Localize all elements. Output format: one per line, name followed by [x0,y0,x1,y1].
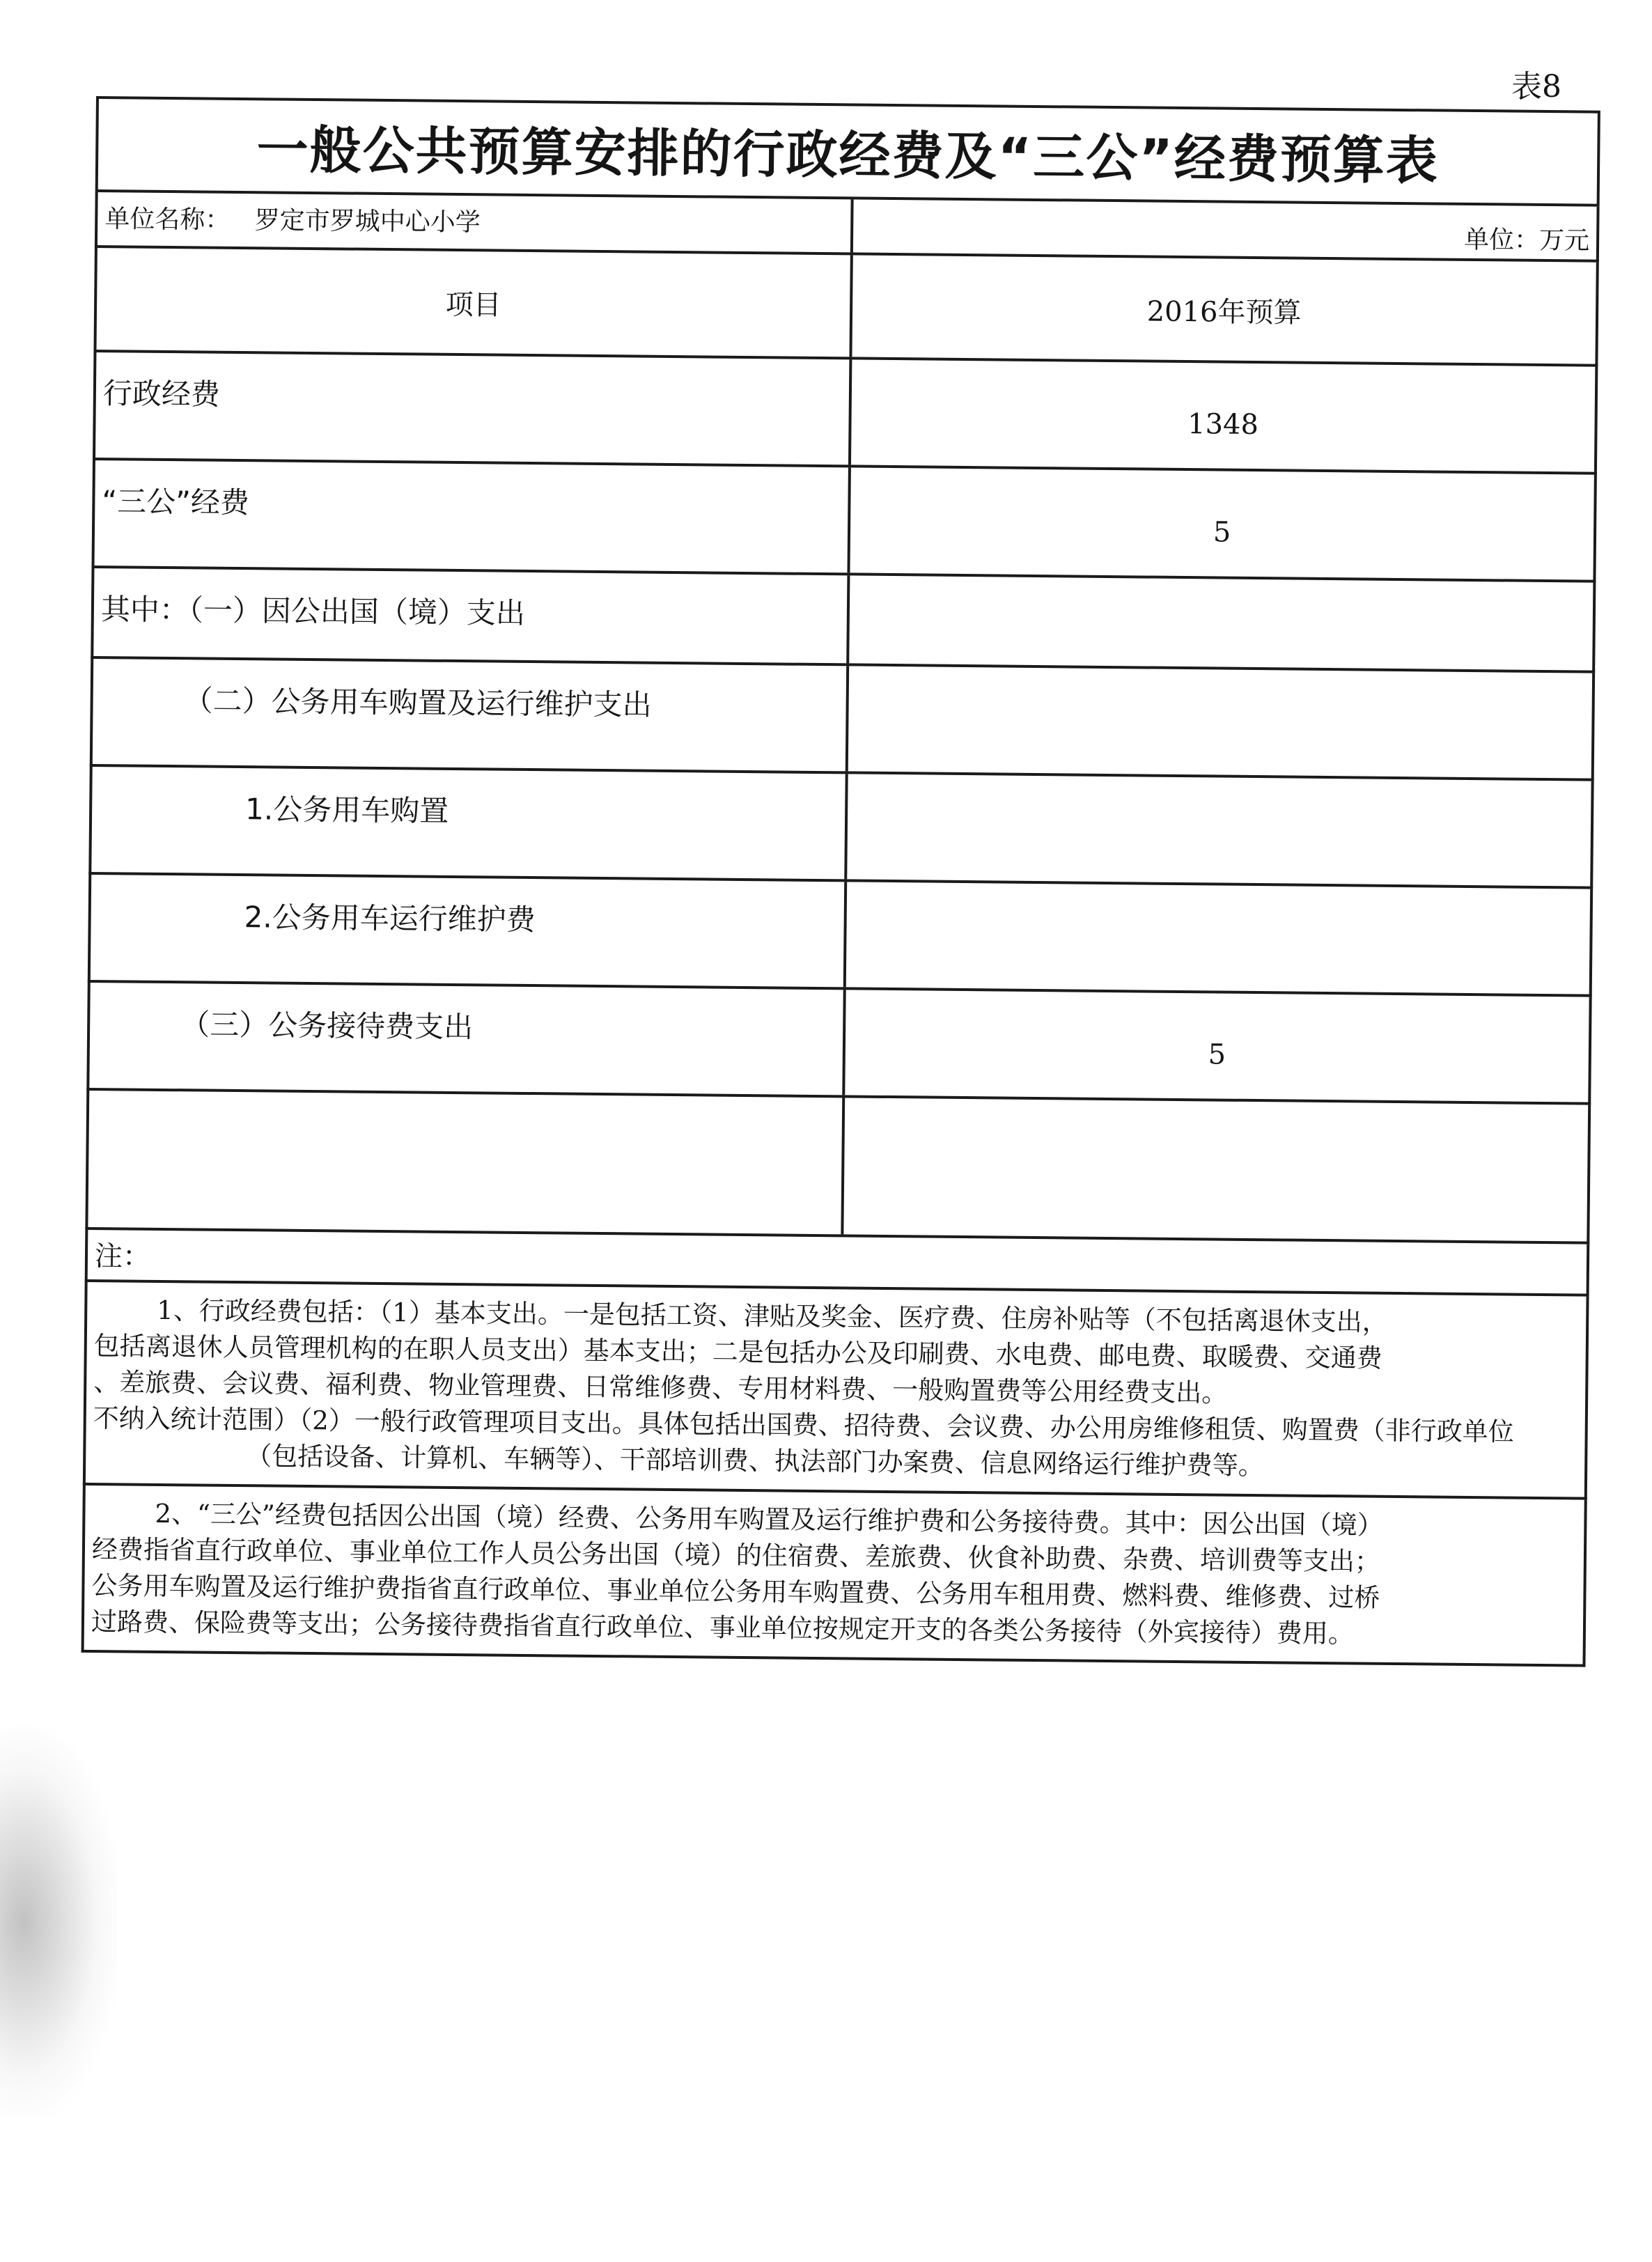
note-1-line: （包括设备、计算机、车辆等）、干部培训费、执法部门办案费、信息网络运行维护费等。 [246,1441,1264,1481]
title-row [95,96,1600,207]
row-label: 行政经费 [95,352,852,465]
note-1-line: 、差旅费、会议费、福利费、物业管理费、日常维修费、专用材料费、一般购置费等公用经费支出。 [93,1367,1228,1408]
row-value [849,575,1593,670]
budget-table [81,96,1600,1667]
note-label: 注： [94,1240,151,1273]
blank-row [85,1091,1591,1245]
row-label: 2.公务用车运行维护费 [91,875,847,987]
header-row [93,248,1598,367]
row-value [847,774,1591,886]
row-label: （二）公务用车购置及运行维护支出 [93,659,849,771]
note-2-row [81,1485,1587,1667]
row-label: （三）公务接待费支出 [89,983,846,1095]
table-row [88,875,1593,997]
unit-label-cell [853,199,1597,259]
row-value: 1348 [1187,407,1259,441]
blank-right [843,1098,1588,1241]
note-1-line: 不纳入统计范围）（2）一般行政管理项目支出。具体包括出国费、招待费、会议费、办公用房维修租赁、购置费（非行政单位 [93,1403,1514,1447]
row-label: “三公”经费 [95,460,851,572]
row-value [846,882,1590,994]
row-value [848,666,1592,778]
row-value: 5 [1208,1038,1226,1071]
table-row [90,659,1595,781]
header-budget: 2016年预算 [1146,295,1302,329]
row-label: 其中：（一）因公出国（境）支出 [93,568,850,663]
page-title: 一般公共预算安排的行政经费及“三公”经费预算表 [256,120,1440,192]
note-2-line: 公务用车购置及运行维护费指省直行政单位、事业单位公务用车购置费、公务用车租用费、燃料费、维修费、过桥 [91,1570,1380,1613]
note-2-line: 过路费、保险费等支出；公务接待费指省直行政单位、事业单位按规定开支的各类公务接待（外宾接待）费用。 [91,1607,1355,1649]
note-1-row [83,1282,1589,1500]
scan-smudge [0,1727,118,2117]
table-number: 表8 [1511,69,1561,104]
header-item: 项目 [97,248,853,357]
blank-left [88,1091,845,1234]
note-2-line: 2、“三公”经费包括因公出国（境）经费、公务用车购置及运行维护费和公务接待费。其中：因公出国（境） [155,1498,1383,1540]
note-1-line: 1、行政经费包括：（1）基本支出。一是包括工资、津贴及奖金、医疗费、住房补贴等（不包括离退休支出， [157,1295,1388,1337]
table-row [88,767,1593,889]
note-2-line: 经费指省直行政单位、事业单位工作人员公务出国（境）的住宿费、差旅费、伙食补助费、杂费、培训费等支出； [91,1534,1381,1577]
table-row [91,460,1596,583]
row-value: 5 [1213,515,1231,549]
note-1 [86,1282,1522,1497]
unit-name-cell [98,192,854,252]
unit-name: 罗定市罗城中心小学 [254,206,481,237]
note-2 [84,1485,1391,1662]
row-label: 1.公务用车购置 [91,767,848,879]
unit-name-label: 单位名称： [104,205,231,235]
unit-label: 单位：万元 [1463,225,1590,256]
note-1-line: 包括离退休人员管理机构的在职人员支出）基本支出；二是包括办公及印刷费、水电费、邮电费、取暖费、交通费 [93,1331,1382,1373]
table-row [86,983,1591,1105]
table-row [93,352,1598,475]
table-row [91,568,1596,673]
